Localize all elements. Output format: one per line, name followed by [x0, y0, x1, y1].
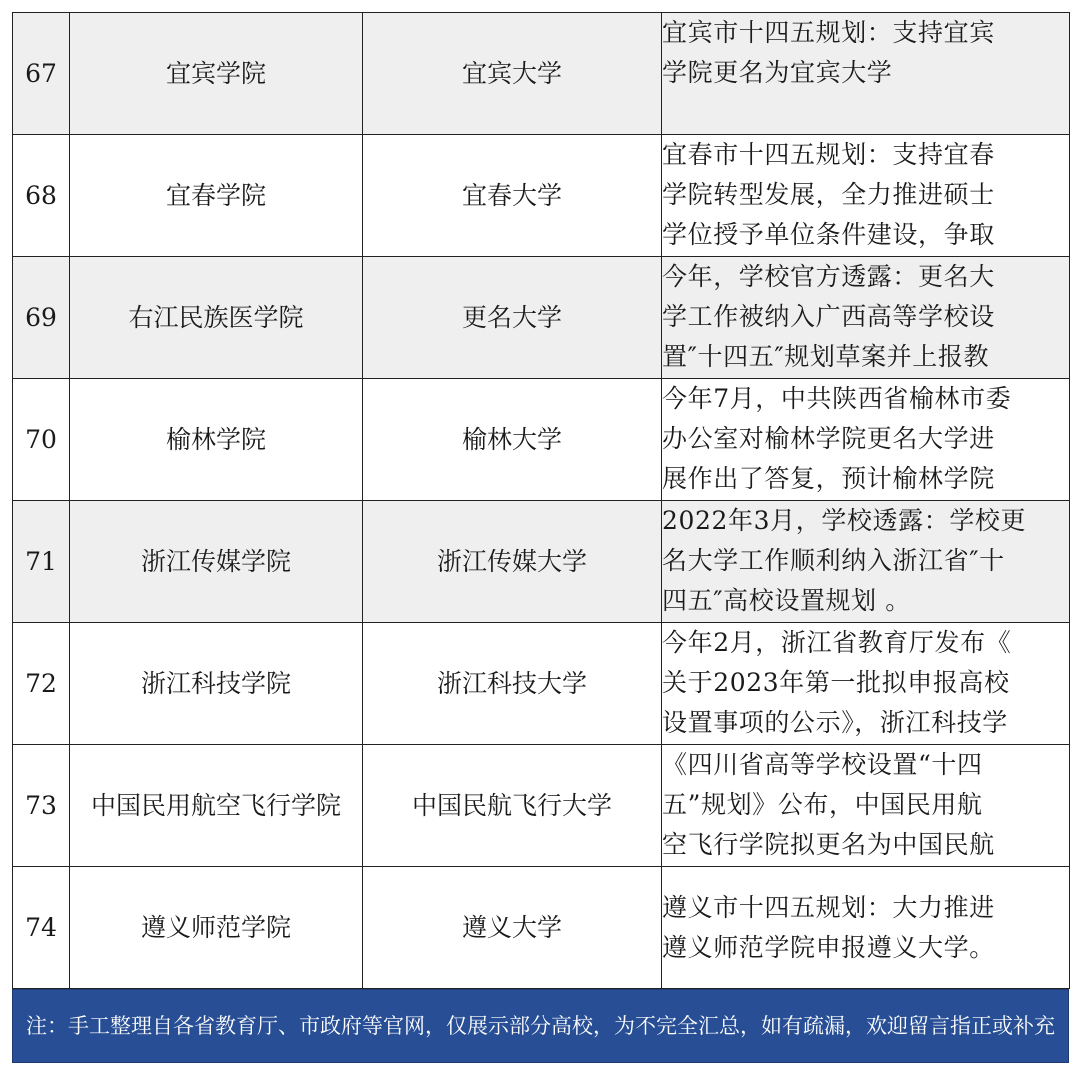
progress-note — [662, 501, 1070, 623]
note-line: 遵义市十四五规划：大力推进 — [662, 892, 995, 922]
row-number: 70 — [13, 379, 70, 501]
note-line: 学工作被纳入广西高等学校设 — [662, 302, 995, 331]
note-line: 展作出了答复，预计榆林学院 — [662, 464, 995, 493]
table-row — [13, 135, 1070, 257]
note-line: 四五″高校设置规划 。 — [662, 586, 911, 615]
note-line: 置″十四五″规划草案并上报教 — [662, 342, 990, 371]
note-line: 遵义师范学院申报遵义大学。 — [662, 932, 995, 962]
original-name: 右江民族医学院 — [70, 257, 363, 379]
original-name: 中国民用航空飞行学院 — [70, 745, 363, 867]
original-name: 榆林学院 — [70, 379, 363, 501]
table-row — [13, 257, 1070, 379]
new-name: 浙江传媒大学 — [363, 501, 662, 623]
note-line: 设置事项的公示》，浙江科技学 — [662, 708, 1008, 737]
new-name: 宜宾大学 — [363, 13, 662, 135]
row-number: 73 — [13, 745, 70, 867]
progress-note — [662, 257, 1070, 379]
table-row — [13, 745, 1070, 867]
original-name: 宜宾学院 — [70, 13, 363, 135]
note-line: 五”规划》公布，中国民用航 — [662, 790, 983, 819]
note-line: 今年7月，中共陕西省榆林市委 — [662, 384, 1012, 413]
footer-note: 注：手工整理自各省教育厅、市政府等官网，仅展示部分高校，为不完全汇总，如有疏漏，欢迎留言指正或补充 — [12, 989, 1069, 1063]
row-number: 68 — [13, 135, 70, 257]
row-number: 72 — [13, 623, 70, 745]
new-name: 榆林大学 — [363, 379, 662, 501]
original-name: 宜春学院 — [70, 135, 363, 257]
note-line: 宜春市十四五规划：支持宜春 — [662, 140, 995, 169]
progress-note — [662, 13, 1070, 135]
note-line: 空飞行学院拟更名为中国民航 — [662, 830, 995, 859]
new-name: 浙江科技大学 — [363, 623, 662, 745]
row-number: 69 — [13, 257, 70, 379]
original-name: 浙江科技学院 — [70, 623, 363, 745]
note-line: 学院更名为宜宾大学 — [662, 58, 893, 87]
data-table — [12, 12, 1070, 989]
row-number: 74 — [13, 867, 70, 989]
progress-note — [662, 867, 1070, 989]
new-name: 遵义大学 — [363, 867, 662, 989]
original-name: 浙江传媒学院 — [70, 501, 363, 623]
table-row — [13, 13, 1070, 135]
row-number: 71 — [13, 501, 70, 623]
note-line: 学院转型发展，全力推进硕士 — [662, 180, 995, 209]
university-rename-table — [12, 12, 1069, 1063]
note-line: 宜宾市十四五规划：支持宜宾 — [662, 18, 995, 47]
note-line: 关于2023年第一批拟申报高校 — [662, 668, 1010, 697]
table-row — [13, 501, 1070, 623]
table-row — [13, 867, 1070, 989]
table-row — [13, 623, 1070, 745]
new-name: 中国民航飞行大学 — [363, 745, 662, 867]
new-name: 更名大学 — [363, 257, 662, 379]
note-line: 学位授予单位条件建设，争取 — [662, 220, 995, 249]
note-line: 2022年3月，学校透露：学校更 — [662, 506, 1027, 535]
progress-note — [662, 745, 1070, 867]
table-row — [13, 379, 1070, 501]
row-number: 67 — [13, 13, 70, 135]
note-line: 办公室对榆林学院更名大学进 — [662, 424, 995, 453]
note-line: 名大学工作顺利纳入浙江省″十 — [662, 546, 1005, 575]
progress-note — [662, 379, 1070, 501]
original-name: 遵义师范学院 — [70, 867, 363, 989]
note-line: 《四川省高等学校设置“十四 — [662, 750, 983, 779]
progress-note — [662, 135, 1070, 257]
note-line: 今年2月，浙江省教育厅发布《 — [662, 628, 1012, 657]
new-name: 宜春大学 — [363, 135, 662, 257]
progress-note — [662, 623, 1070, 745]
note-line: 今年，学校官方透露：更名大 — [662, 262, 995, 291]
